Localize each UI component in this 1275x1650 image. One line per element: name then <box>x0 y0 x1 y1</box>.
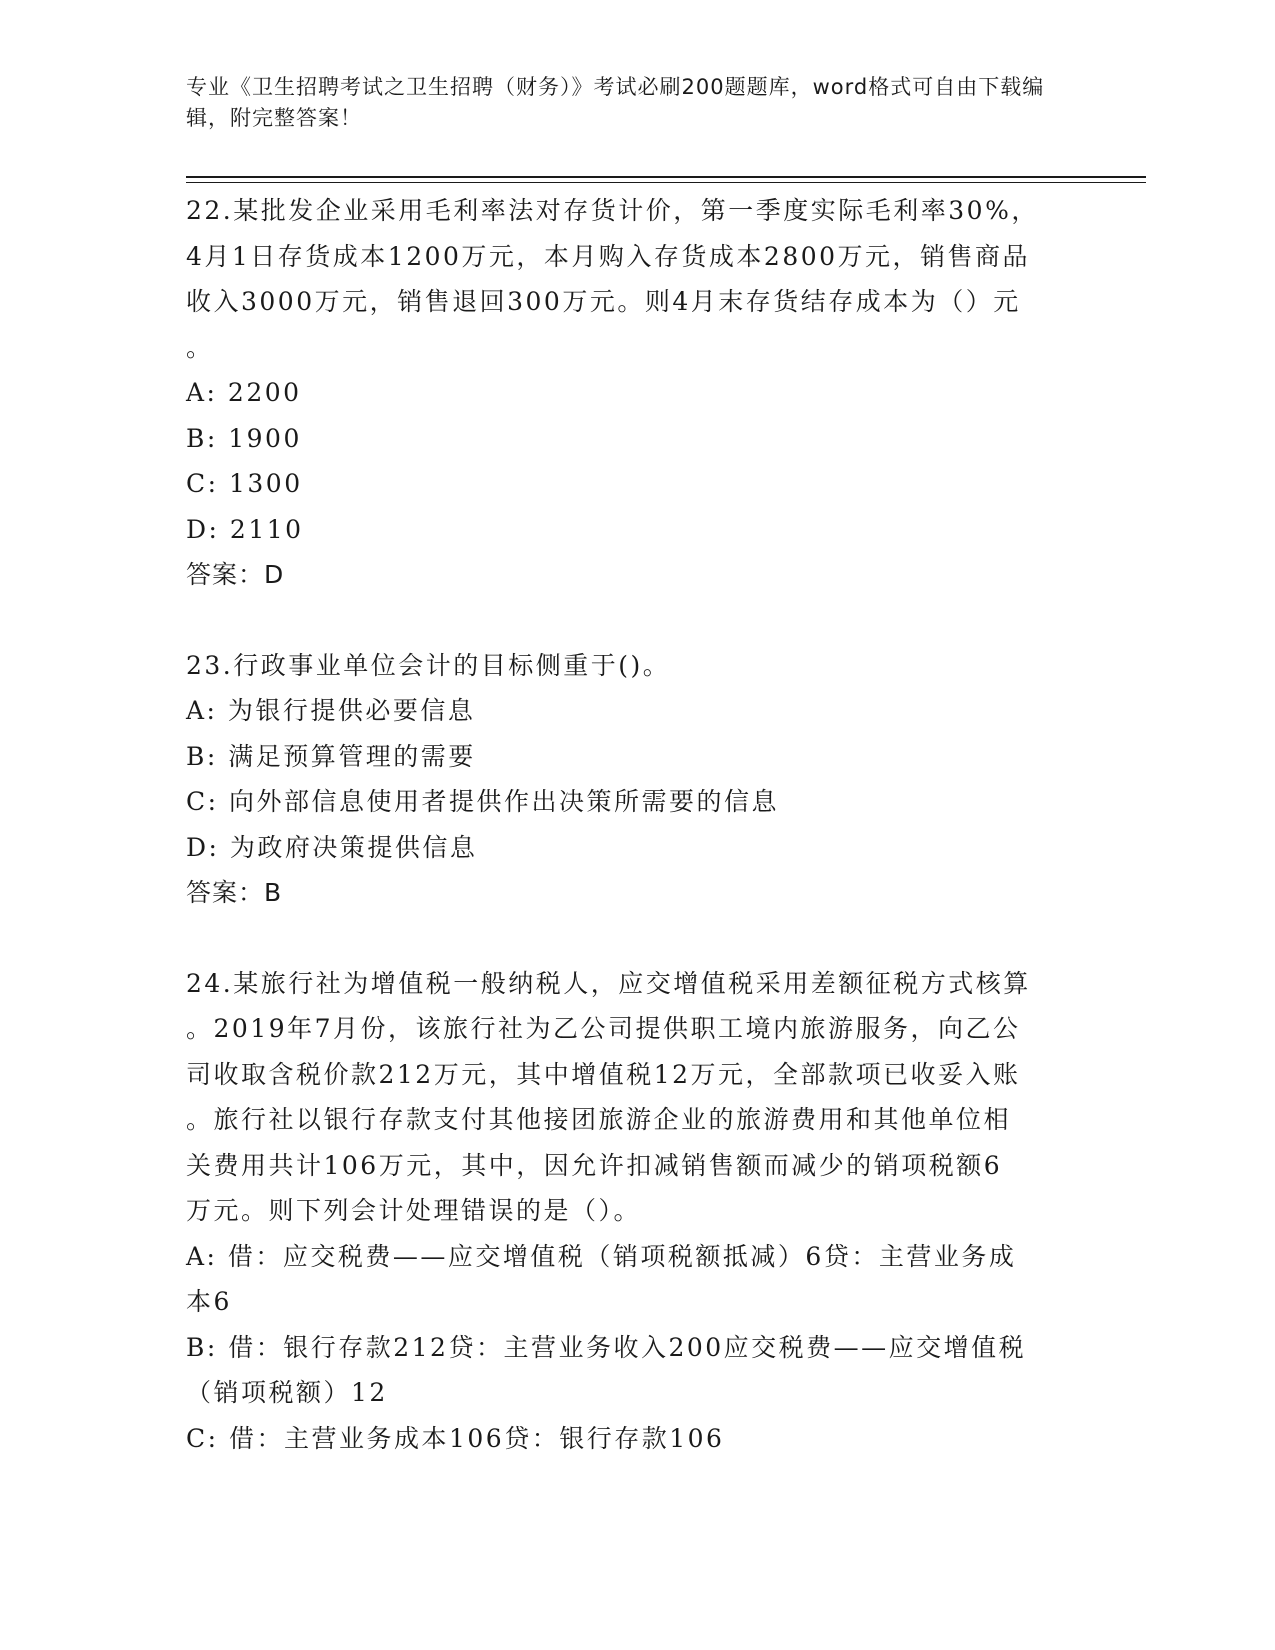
question-24 <box>186 961 1066 1462</box>
question-stem-line: 收入3000万元，销售退回300万元。则4月末存货结存成本为（）元 <box>186 287 1021 316</box>
question-23 <box>186 643 1066 916</box>
document-header: 专业《卫生招聘考试之卫生招聘（财务）》考试必刷200题题库，word格式可自由下载编辑，附完整答案！ <box>186 75 1045 130</box>
header-divider-thin <box>186 182 1146 183</box>
option-a-continued: 本6 <box>186 1287 232 1316</box>
question-stem-line: 22.某批发企业采用毛利率法对存货计价，第一季度实际毛利率30%， <box>186 196 1039 225</box>
question-22 <box>186 188 1066 598</box>
option-a: A: 借：应交税费——应交增值税（销项税额抵减）6贷：主营业务成 <box>186 1241 1017 1271</box>
question-stem-line: 。 <box>186 332 214 362</box>
option-b: B: 满足预算管理的需要 <box>186 741 476 771</box>
option-c: C: 1300 <box>186 469 303 498</box>
answer-line: 答案：B <box>186 878 283 907</box>
question-stem-line: 4月1日存货成本1200万元，本月购入存货成本2800万元，销售商品 <box>186 241 1031 271</box>
question-stem-line: 。旅行社以银行存款支付其他接团旅游企业的旅游费用和其他单位相 <box>186 1105 1012 1134</box>
question-spacer <box>186 916 1066 961</box>
option-c: C: 借：主营业务成本106贷：银行存款106 <box>186 1423 725 1453</box>
option-d: D: 2110 <box>186 514 304 544</box>
option-d: D: 为政府决策提供信息 <box>186 832 478 862</box>
question-stem-line: 司收取含税价款212万元，其中增值税12万元，全部款项已收妥入账 <box>186 1059 1021 1089</box>
question-stem-line: 24.某旅行社为增值税一般纳税人，应交增值税采用差额征税方式核算 <box>186 968 1031 998</box>
question-list <box>186 188 1066 1461</box>
question-stem-line: 万元。则下列会计处理错误的是（）。 <box>186 1196 642 1225</box>
question-stem-line: 关费用共计106万元，其中，因允许扣减销售额而减少的销项税额6 <box>186 1150 1003 1180</box>
option-a: A: 2200 <box>186 378 302 407</box>
option-a: A: 为银行提供必要信息 <box>186 696 476 725</box>
option-b-continued: （销项税额）12 <box>186 1378 388 1407</box>
option-c: C: 向外部信息使用者提供作出决策所需要的信息 <box>186 787 779 816</box>
question-stem-line: 。2019年7月份，该旅行社为乙公司提供职工境内旅游服务，向乙公 <box>186 1014 1021 1043</box>
question-stem-line: 23.行政事业单位会计的目标侧重于()。 <box>186 650 671 680</box>
option-b: B: 借：银行存款212贷：主营业务收入200应交税费——应交增值税 <box>186 1332 1027 1362</box>
option-b: B: 1900 <box>186 423 302 453</box>
question-spacer <box>186 598 1066 643</box>
answer-line: 答案：D <box>186 560 285 589</box>
header-divider-thick <box>186 176 1146 178</box>
